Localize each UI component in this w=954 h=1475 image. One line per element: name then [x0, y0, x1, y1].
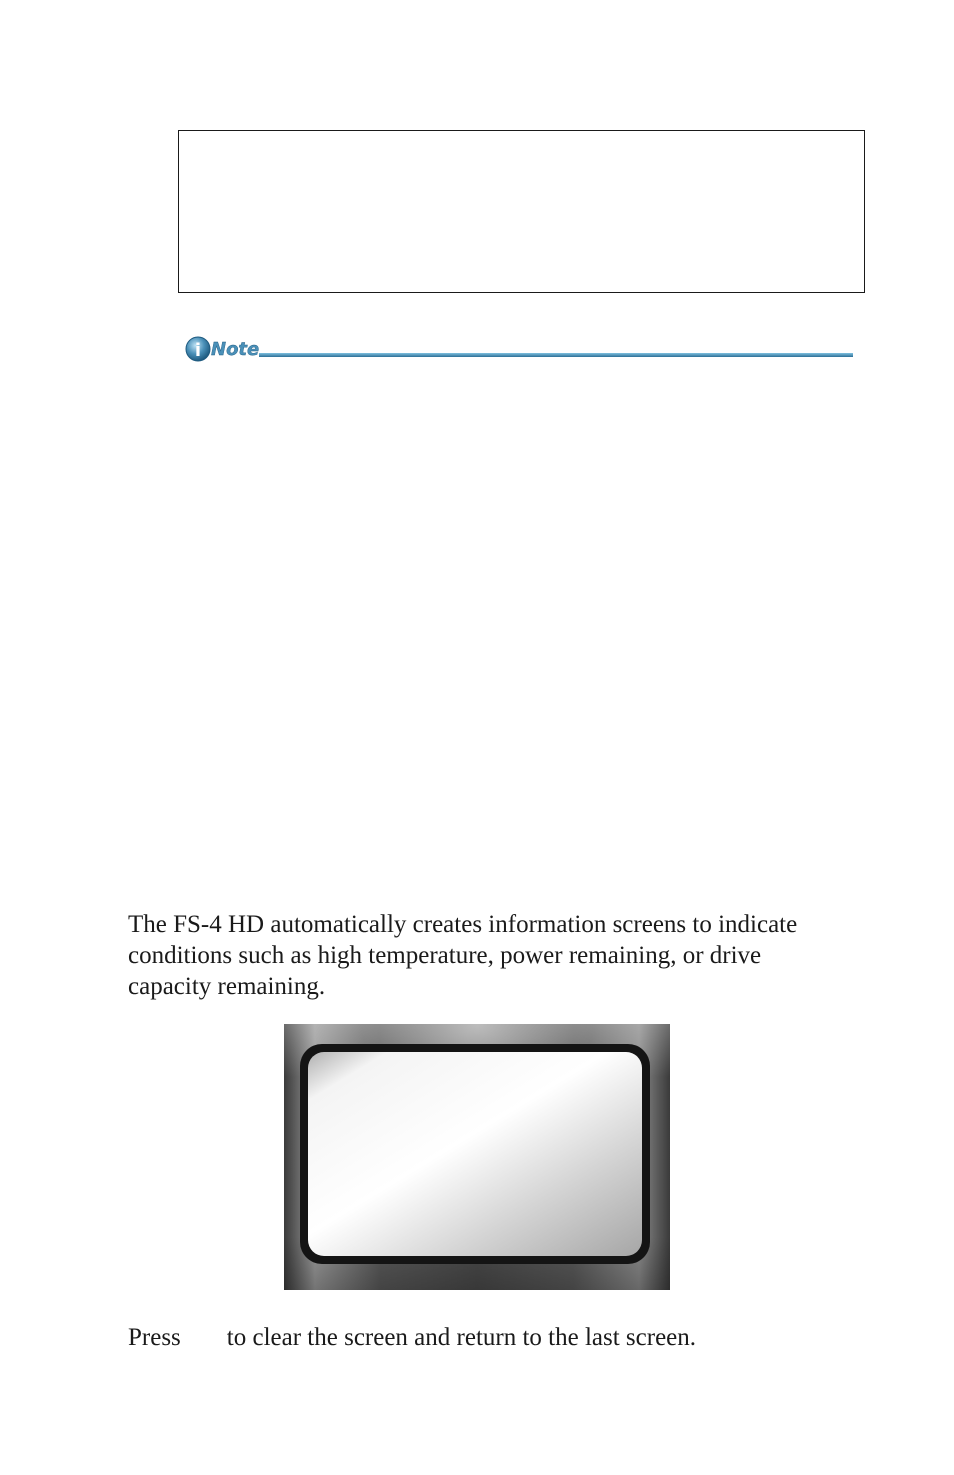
note-icon	[185, 334, 855, 364]
press-prefix: Press	[128, 1324, 181, 1351]
lcd-screen-figure	[284, 1024, 670, 1290]
press-suffix: to clear the screen and return to the last screen.	[226, 1324, 697, 1351]
empty-bordered-box	[178, 130, 865, 293]
press-instruction	[128, 1322, 848, 1353]
svg-text:i: i	[194, 340, 202, 361]
body-paragraph: The FS-4 HD automatically creates information screens to indicate conditions such as high temperature, power remaining, or drive capacity remaining.	[128, 911, 798, 1000]
lcd-screen-frame-icon	[284, 1024, 670, 1290]
note-header	[185, 334, 855, 364]
note-label: Note	[211, 339, 260, 360]
